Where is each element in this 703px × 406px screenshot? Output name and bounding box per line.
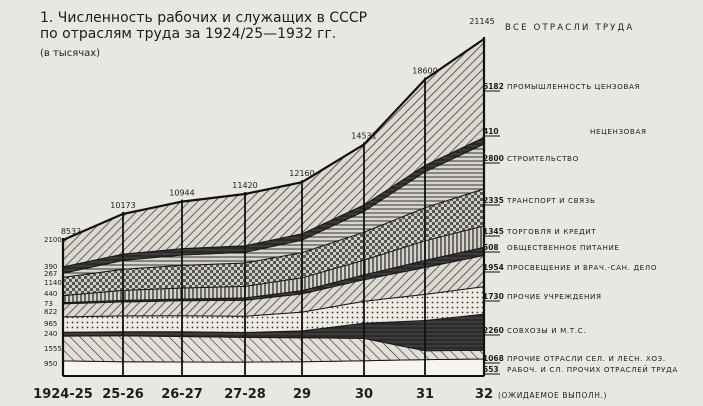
left-value-label: 390: [44, 263, 58, 271]
right-value-label: 2260: [483, 326, 504, 335]
x-tick-label: 1924-25: [33, 387, 93, 402]
x-tick-label: 29: [292, 387, 312, 402]
right-value-label: 508: [483, 243, 499, 252]
series-name-label: ТРАНСПОРТ И СВЯЗЬ: [507, 196, 596, 205]
left-value-label: 73: [44, 300, 53, 308]
series-name-label: СОВХОЗЫ И М.Т.С.: [507, 326, 587, 335]
right-value-label: 1954: [483, 263, 504, 272]
left-value-label: 267: [44, 270, 58, 278]
left-value-label: 240: [44, 330, 58, 338]
left-value-label: 2100: [44, 236, 62, 244]
x-tick-label: 30: [354, 387, 374, 402]
series-name-label: ВСЕ ОТРАСЛИ ТРУДА: [505, 23, 635, 33]
x-tick-label: 31: [415, 387, 435, 402]
chart-title-line-1: 1. Численность рабочих и служащих в СССР: [40, 10, 368, 26]
left-value-label: 822: [44, 308, 58, 316]
series-name-label: ПРОМЫШЛЕННОСТЬ ЦЕНЗОВАЯ: [507, 82, 641, 91]
chart-subtitle: (в тысячах): [40, 48, 101, 59]
chart-title-line-2: по отраслям труда за 1924/25—1932 гг.: [40, 26, 337, 42]
x-axis-note: (ОЖИДАЕМОЕ ВЫПОЛН.): [498, 391, 608, 400]
series-name-label: СТРОИТЕЛЬСТВО: [507, 154, 579, 163]
right-value-label: 410: [483, 127, 499, 136]
total-label: 10173: [110, 200, 136, 210]
x-tick-label: 27-28: [224, 387, 266, 402]
total-label: 18600: [412, 66, 438, 76]
x-tick-label: 32: [474, 387, 494, 402]
total-label: 10944: [169, 188, 195, 198]
right-value-label: 2800: [483, 154, 504, 163]
series-name-label: ПРОЧИЕ ОТРАСЛИ СЕЛ. И ЛЕСН. ХОЗ.: [507, 354, 666, 363]
total-label: 11420: [232, 180, 258, 190]
left-value-label: 1140: [44, 279, 62, 287]
series-name-label: НЕЦЕНЗОВАЯ: [590, 127, 647, 136]
series-name-label: ПРОЧИЕ УЧРЕЖДЕНИЯ: [507, 292, 602, 301]
total-label: 14531: [351, 131, 377, 141]
x-axis-labels: [33, 387, 607, 402]
x-tick-label: 26-27: [161, 387, 203, 402]
series-name-label: РАБОЧ. И СЛ. ПРОЧИХ ОТРАСЛЕЙ ТРУДА: [507, 365, 678, 374]
right-value-labels: [483, 23, 678, 374]
right-value-label: 6182: [483, 82, 504, 91]
left-value-label: 965: [44, 320, 58, 328]
series-name-label: ПРОСВЕЩЕНИЕ И ВРАЧ.-САН. ДЕЛО: [507, 263, 658, 272]
total-label: 8532: [60, 227, 82, 237]
left-value-label: 1555: [44, 345, 62, 353]
right-value-label: 1068: [483, 354, 504, 363]
right-value-label: 553: [483, 365, 499, 374]
x-tick-label: 25-26: [102, 387, 144, 402]
right-value-label: 1345: [483, 227, 504, 236]
left-value-labels: [44, 236, 62, 368]
total-label: 12160: [289, 169, 315, 179]
right-value-label: 2335: [483, 196, 504, 205]
total-label-final: 21145: [469, 17, 495, 26]
left-value-label: 950: [44, 360, 58, 368]
series-name-label: ТОРГОВЛЯ И КРЕДИТ: [507, 227, 597, 236]
series-name-label: ОБЩЕСТВЕННОЕ ПИТАНИЕ: [507, 243, 620, 252]
right-value-label: 1730: [483, 292, 504, 301]
left-value-label: 440: [44, 290, 58, 298]
